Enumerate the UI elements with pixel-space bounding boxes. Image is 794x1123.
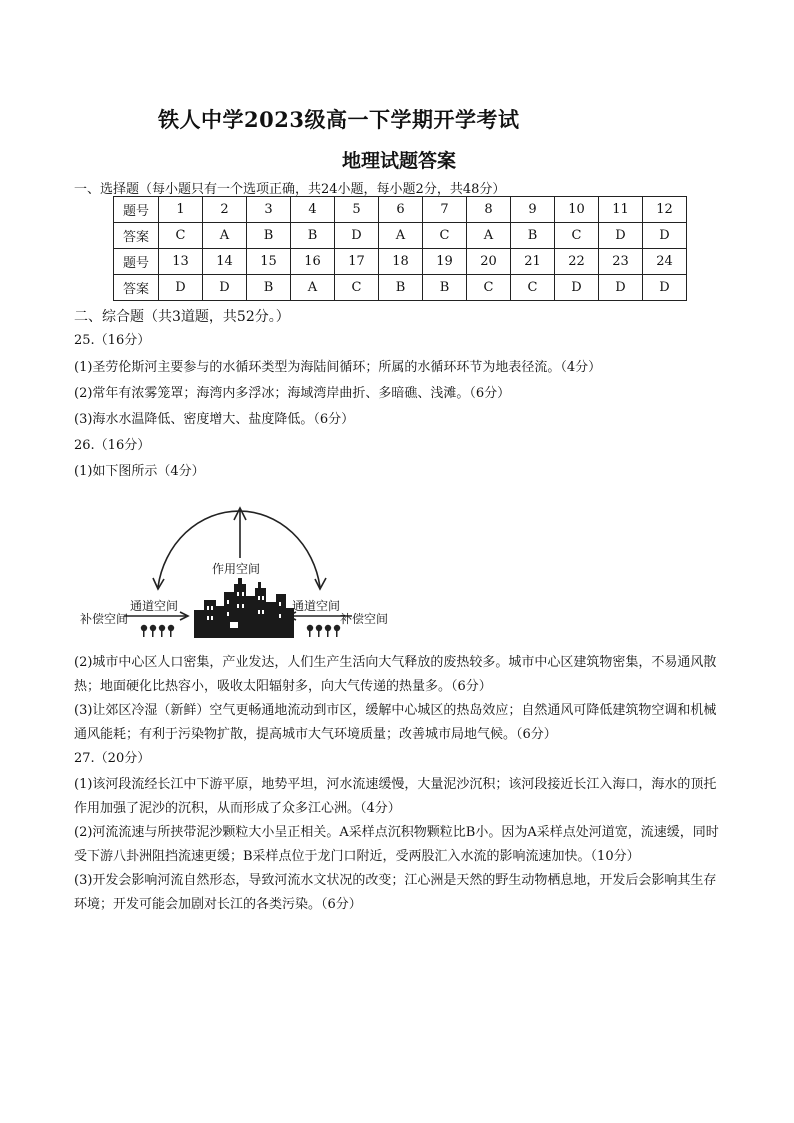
- label-compensation-left: 补偿空间: [80, 612, 129, 626]
- answer-cell: C: [159, 223, 203, 249]
- table-row: [114, 223, 687, 249]
- answer-cell: B: [247, 275, 291, 301]
- q25-answer-1: (1)圣劳伦斯河主要参与的水循环类型为海陆间循环；所属的水循环环节为地表径流。（4分）: [74, 360, 602, 375]
- section2-heading: 二、综合题（共3道题，共52分。）: [74, 309, 290, 325]
- answer-cell: A: [467, 223, 511, 249]
- question-number-cell: 8: [467, 197, 511, 223]
- row-label: 题号: [114, 249, 159, 275]
- answer-cell: C: [335, 275, 379, 301]
- section1-heading: 一、选择题（每小题只有一个选项正确，共24小题，每小题2分，共48分）: [74, 182, 506, 197]
- answer-cell: D: [335, 223, 379, 249]
- question-number-cell: 19: [423, 249, 467, 275]
- trees-left: [141, 625, 174, 637]
- answer-cell: B: [511, 223, 555, 249]
- table-row: [114, 197, 687, 223]
- question-number-cell: 20: [467, 249, 511, 275]
- urban-ventilation-diagram: [78, 492, 408, 652]
- question-number-cell: 23: [599, 249, 643, 275]
- question-number-cell: 14: [203, 249, 247, 275]
- answer-cell: D: [599, 275, 643, 301]
- answer-cell: C: [467, 275, 511, 301]
- question-number-cell: 12: [643, 197, 687, 223]
- question-number-cell: 18: [379, 249, 423, 275]
- answer-cell: A: [291, 275, 335, 301]
- answer-cell: B: [423, 275, 467, 301]
- q27-answer-1: (1)该河段流经长江中下游平原，地势平坦，河水流速缓慢，大量泥沙沉积；该河段接近长江入海口，海水的顶托作用加强了泥沙的沉积，从而形成了众多江心洲。（4分）: [74, 777, 717, 816]
- answer-cell: C: [511, 275, 555, 301]
- answer-cell: B: [291, 223, 335, 249]
- question-number-cell: 2: [203, 197, 247, 223]
- question-number-cell: 13: [159, 249, 203, 275]
- answer-cell: D: [643, 275, 687, 301]
- q26-heading: 26.（16分）: [74, 438, 151, 453]
- page-title: 铁人中学2023级高一下学期开学考试: [158, 107, 520, 132]
- label-channel-right: 通道空间: [292, 599, 341, 613]
- question-number-cell: 1: [159, 197, 203, 223]
- q25-answer-3: (3)海水水温降低、密度增大、盐度降低。（6分）: [74, 412, 355, 427]
- question-number-cell: 4: [291, 197, 335, 223]
- question-number-cell: 6: [379, 197, 423, 223]
- row-label: 答案: [114, 223, 159, 249]
- row-label: 答案: [114, 275, 159, 301]
- question-number-cell: 11: [599, 197, 643, 223]
- q25-answer-2: (2)常年有浓雾笼罩；海湾内多浮冰；海域湾岸曲折、多暗礁、浅滩。（6分）: [74, 386, 511, 401]
- q27-answer-3: (3)开发会影响河流自然形态，导致河流水文状况的改变；江心洲是天然的野生动物栖息地，开发后会影响其生存环境；开发可能会加剧对长江的各类污染。（6分）: [74, 873, 717, 912]
- answer-cell: A: [379, 223, 423, 249]
- question-number-cell: 21: [511, 249, 555, 275]
- label-compensation-right: 补偿空间: [340, 612, 389, 626]
- answer-cell: D: [643, 223, 687, 249]
- q26-answer-3: (3)让郊区冷湿（新鲜）空气更畅通地流动到市区，缓解中心城区的热岛效应；自然通风可降低建筑物空调和机械通风能耗；有利于污染物扩散，提高城市大气环境质量；改善城市局地气候。（6分）: [74, 703, 717, 742]
- arc-arrowhead-right: [315, 578, 326, 589]
- answer-cell: D: [203, 275, 247, 301]
- answer-cell: C: [423, 223, 467, 249]
- answer-cell: D: [599, 223, 643, 249]
- answer-cell: B: [379, 275, 423, 301]
- q25-heading: 25.（16分）: [74, 333, 151, 348]
- table-row: [114, 275, 687, 301]
- label-action-space: 作用空间: [212, 562, 261, 576]
- question-number-cell: 10: [555, 197, 599, 223]
- question-number-cell: 7: [423, 197, 467, 223]
- q26-answer-2: (2)城市中心区人口密集，产业发达，人们生产生活向大气释放的废热较多。城市中心区建筑物密集，不易通风散热；地面硬化比热容小，吸收太阳辐射多，向大气传递的热量多。（6分）: [74, 655, 717, 694]
- answer-table: [113, 196, 687, 301]
- q26-answer-1: (1)如下图所示（4分）: [74, 464, 205, 479]
- question-number-cell: 3: [247, 197, 291, 223]
- table-row: [114, 249, 687, 275]
- question-number-cell: 24: [643, 249, 687, 275]
- q27-answer-2: (2)河流流速与所挟带泥沙颗粒大小呈正相关。A采样点沉积物颗粒比B小。因为A采样点处河道宽，流速缓，同时受下游八卦洲阻挡流速更缓；B采样点位于龙门口附近，受两股汇入水流的影响流速加快。（10分）: [74, 825, 719, 864]
- question-number-cell: 9: [511, 197, 555, 223]
- trees-right: [307, 625, 340, 637]
- answer-cell: D: [555, 275, 599, 301]
- question-number-cell: 15: [247, 249, 291, 275]
- question-number-cell: 16: [291, 249, 335, 275]
- question-number-cell: 22: [555, 249, 599, 275]
- q27-heading: 27.（20分）: [74, 751, 151, 766]
- question-number-cell: 5: [335, 197, 379, 223]
- question-number-cell: 17: [335, 249, 379, 275]
- page-subtitle: 地理试题答案: [342, 150, 457, 172]
- answer-cell: A: [203, 223, 247, 249]
- answer-cell: B: [247, 223, 291, 249]
- label-channel-left: 通道空间: [130, 599, 179, 613]
- answer-cell: C: [555, 223, 599, 249]
- row-label: 题号: [114, 197, 159, 223]
- answer-cell: D: [159, 275, 203, 301]
